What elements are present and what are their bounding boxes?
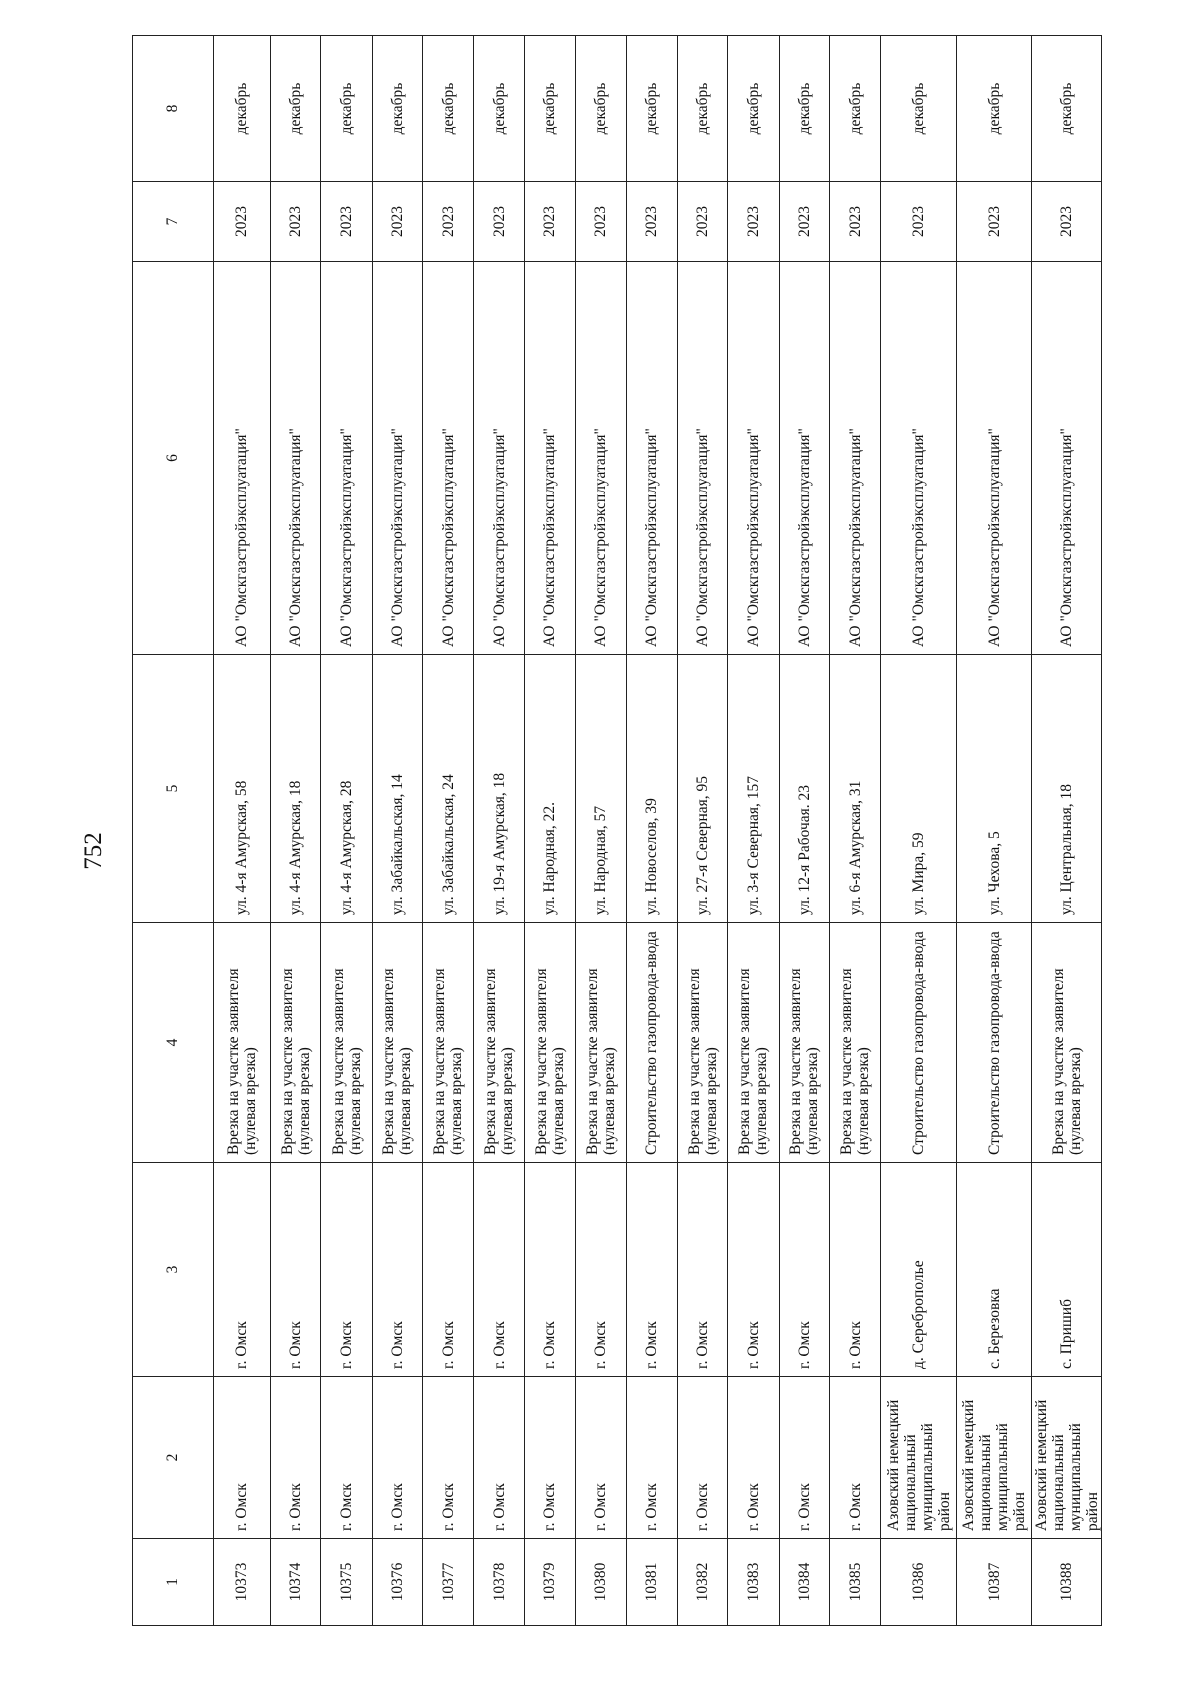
organization-cell: АО "Омскгазстройэксплуатация" [829, 262, 880, 655]
work-type-cell: Врезка на участке заявителя (нулевая врезка) [576, 923, 626, 1163]
row-number: 10374 [270, 1539, 320, 1626]
column-header: 5 [133, 655, 214, 923]
month-cell: декабрь [881, 36, 957, 182]
year-cell: 2023 [1032, 182, 1102, 262]
row-number: 10383 [728, 1539, 779, 1626]
table-row [321, 36, 372, 1626]
table-row [677, 36, 727, 1626]
address-cell: ул. 19-я Амурская, 18 [474, 655, 524, 923]
work-type-cell: Врезка на участке заявителя (нулевая врезка) [524, 923, 575, 1163]
work-type-cell: Врезка на участке заявителя (нулевая врезка) [270, 923, 320, 1163]
column-header: 7 [133, 182, 214, 262]
district-cell: г. Омск [779, 1377, 829, 1539]
work-type-cell: Врезка на участке заявителя (нулевая врезка) [474, 923, 524, 1163]
year-cell: 2023 [728, 182, 779, 262]
month-cell: декабрь [576, 36, 626, 182]
organization-cell: АО "Омскгазстройэксплуатация" [1032, 262, 1102, 655]
year-cell: 2023 [881, 182, 957, 262]
organization-cell: АО "Омскгазстройэксплуатация" [423, 262, 474, 655]
locality-cell: г. Омск [213, 1163, 270, 1377]
row-number: 10373 [213, 1539, 270, 1626]
locality-cell: г. Омск [270, 1163, 320, 1377]
locality-cell: с. Березовка [956, 1163, 1032, 1377]
month-cell: декабрь [213, 36, 270, 182]
address-cell: ул. 4-я Амурская, 18 [270, 655, 320, 923]
table-row [474, 36, 524, 1626]
organization-cell: АО "Омскгазстройэксплуатация" [213, 262, 270, 655]
address-cell: ул. Мира, 59 [881, 655, 957, 923]
table-row [881, 36, 957, 1626]
table-row [829, 36, 880, 1626]
year-cell: 2023 [626, 182, 677, 262]
month-cell: декабрь [1032, 36, 1102, 182]
row-number: 10381 [626, 1539, 677, 1626]
locality-cell: г. Омск [372, 1163, 422, 1377]
locality-cell: г. Омск [779, 1163, 829, 1377]
district-cell: г. Омск [270, 1377, 320, 1539]
work-type-cell: Врезка на участке заявителя (нулевая врезка) [1032, 923, 1102, 1163]
work-type-cell: Врезка на участке заявителя (нулевая врезка) [321, 923, 372, 1163]
address-cell: ул. Забайкальская, 24 [423, 655, 474, 923]
table-row [626, 36, 677, 1626]
work-type-cell: Врезка на участке заявителя (нулевая врезка) [423, 923, 474, 1163]
address-cell: ул. 12-я Рабочая. 23 [779, 655, 829, 923]
rotated-table-container [132, 36, 1102, 1626]
district-cell: г. Омск [213, 1377, 270, 1539]
page-number: 752 [80, 832, 107, 870]
organization-cell: АО "Омскгазстройэксплуатация" [321, 262, 372, 655]
year-cell: 2023 [576, 182, 626, 262]
organization-cell: АО "Омскгазстройэксплуатация" [779, 262, 829, 655]
organization-cell: АО "Омскгазстройэксплуатация" [372, 262, 422, 655]
year-cell: 2023 [423, 182, 474, 262]
locality-cell: г. Омск [829, 1163, 880, 1377]
row-number: 10377 [423, 1539, 474, 1626]
row-number: 10379 [524, 1539, 575, 1626]
organization-cell: АО "Омскгазстройэксплуатация" [626, 262, 677, 655]
district-cell: г. Омск [321, 1377, 372, 1539]
work-type-cell: Врезка на участке заявителя (нулевая врезка) [213, 923, 270, 1163]
column-header: 1 [133, 1539, 214, 1626]
district-cell: г. Омск [524, 1377, 575, 1539]
address-cell: ул. Народная, 22. [524, 655, 575, 923]
organization-cell: АО "Омскгазстройэксплуатация" [881, 262, 957, 655]
organization-cell: АО "Омскгазстройэксплуатация" [576, 262, 626, 655]
column-header: 3 [133, 1163, 214, 1377]
month-cell: декабрь [728, 36, 779, 182]
table-row [1032, 36, 1102, 1626]
locality-cell: г. Омск [423, 1163, 474, 1377]
organization-cell: АО "Омскгазстройэксплуатация" [956, 262, 1032, 655]
row-number: 10385 [829, 1539, 880, 1626]
year-cell: 2023 [779, 182, 829, 262]
table-row [213, 36, 270, 1626]
month-cell: декабрь [372, 36, 422, 182]
month-cell: декабрь [270, 36, 320, 182]
work-type-cell: Врезка на участке заявителя (нулевая врезка) [677, 923, 727, 1163]
month-cell: декабрь [956, 36, 1032, 182]
locality-cell: г. Омск [576, 1163, 626, 1377]
locality-cell: г. Омск [524, 1163, 575, 1377]
district-cell: Азовский немецкий национальный муниципальный район [1032, 1377, 1102, 1539]
address-cell: ул. 3-я Северная, 157 [728, 655, 779, 923]
year-cell: 2023 [677, 182, 727, 262]
address-cell: ул. Новоселов, 39 [626, 655, 677, 923]
row-number: 10380 [576, 1539, 626, 1626]
table-row [270, 36, 320, 1626]
year-cell: 2023 [474, 182, 524, 262]
district-cell: г. Омск [626, 1377, 677, 1539]
district-cell: г. Омск [474, 1377, 524, 1539]
column-header: 2 [133, 1377, 214, 1539]
row-number: 10382 [677, 1539, 727, 1626]
year-cell: 2023 [524, 182, 575, 262]
address-cell: ул. Чехова, 5 [956, 655, 1032, 923]
table-row [956, 36, 1032, 1626]
district-cell: г. Омск [423, 1377, 474, 1539]
district-cell: г. Омск [829, 1377, 880, 1539]
address-cell: ул. 4-я Амурская, 58 [213, 655, 270, 923]
district-cell: Азовский немецкий национальный муниципальный район [881, 1377, 957, 1539]
month-cell: декабрь [524, 36, 575, 182]
month-cell: декабрь [779, 36, 829, 182]
register-table [132, 35, 1102, 1626]
locality-cell: г. Омск [626, 1163, 677, 1377]
month-cell: декабрь [677, 36, 727, 182]
district-cell: Азовский немецкий национальный муниципальный район [956, 1377, 1032, 1539]
district-cell: г. Омск [372, 1377, 422, 1539]
organization-cell: АО "Омскгазстройэксплуатация" [677, 262, 727, 655]
locality-cell: г. Омск [321, 1163, 372, 1377]
year-cell: 2023 [829, 182, 880, 262]
work-type-cell: Строительство газопровода-ввода [626, 923, 677, 1163]
row-number: 10384 [779, 1539, 829, 1626]
table-header-row [133, 36, 214, 1626]
month-cell: декабрь [829, 36, 880, 182]
district-cell: г. Омск [677, 1377, 727, 1539]
column-header: 6 [133, 262, 214, 655]
column-header: 4 [133, 923, 214, 1163]
work-type-cell: Врезка на участке заявителя (нулевая врезка) [372, 923, 422, 1163]
locality-cell: с. Пришиб [1032, 1163, 1102, 1377]
table-row [779, 36, 829, 1626]
address-cell: ул. 4-я Амурская, 28 [321, 655, 372, 923]
address-cell: ул. 6-я Амурская, 31 [829, 655, 880, 923]
organization-cell: АО "Омскгазстройэксплуатация" [728, 262, 779, 655]
month-cell: декабрь [626, 36, 677, 182]
year-cell: 2023 [213, 182, 270, 262]
work-type-cell: Врезка на участке заявителя (нулевая врезка) [829, 923, 880, 1163]
column-header: 8 [133, 36, 214, 182]
district-cell: г. Омск [576, 1377, 626, 1539]
organization-cell: АО "Омскгазстройэксплуатация" [270, 262, 320, 655]
locality-cell: г. Омск [677, 1163, 727, 1377]
row-number: 10387 [956, 1539, 1032, 1626]
row-number: 10386 [881, 1539, 957, 1626]
row-number: 10376 [372, 1539, 422, 1626]
organization-cell: АО "Омскгазстройэксплуатация" [524, 262, 575, 655]
row-number: 10388 [1032, 1539, 1102, 1626]
table-row [576, 36, 626, 1626]
locality-cell: г. Омск [474, 1163, 524, 1377]
year-cell: 2023 [372, 182, 422, 262]
row-number: 10378 [474, 1539, 524, 1626]
row-number: 10375 [321, 1539, 372, 1626]
month-cell: декабрь [321, 36, 372, 182]
year-cell: 2023 [270, 182, 320, 262]
table-row [423, 36, 474, 1626]
work-type-cell: Врезка на участке заявителя (нулевая врезка) [728, 923, 779, 1163]
month-cell: декабрь [474, 36, 524, 182]
locality-cell: г. Омск [728, 1163, 779, 1377]
address-cell: ул. 27-я Северная, 95 [677, 655, 727, 923]
year-cell: 2023 [956, 182, 1032, 262]
work-type-cell: Строительство газопровода-ввода [881, 923, 957, 1163]
table-row [372, 36, 422, 1626]
month-cell: декабрь [423, 36, 474, 182]
work-type-cell: Врезка на участке заявителя (нулевая врезка) [779, 923, 829, 1163]
table-row [524, 36, 575, 1626]
locality-cell: д. Сереброполье [881, 1163, 957, 1377]
work-type-cell: Строительство газопровода-ввода [956, 923, 1032, 1163]
address-cell: ул. Забайкальская, 14 [372, 655, 422, 923]
district-cell: г. Омск [728, 1377, 779, 1539]
address-cell: ул. Центральная, 18 [1032, 655, 1102, 923]
year-cell: 2023 [321, 182, 372, 262]
address-cell: ул. Народная, 57 [576, 655, 626, 923]
table-row [728, 36, 779, 1626]
organization-cell: АО "Омскгазстройэксплуатация" [474, 262, 524, 655]
